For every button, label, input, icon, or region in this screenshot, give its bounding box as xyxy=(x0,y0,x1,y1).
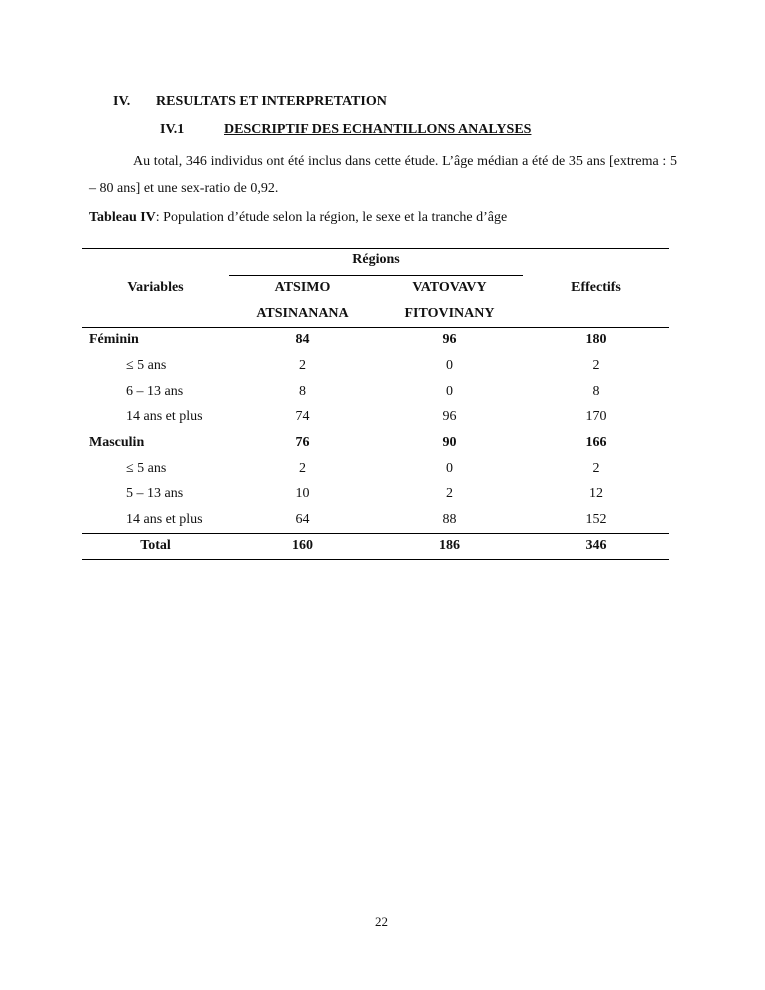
total-row xyxy=(82,534,669,560)
cell-atsimo: 84 xyxy=(295,332,310,348)
cell-effectifs: 180 xyxy=(585,332,607,348)
cell-atsimo: 2 xyxy=(299,358,306,374)
caption-label: Tableau IV xyxy=(89,210,156,225)
row-label: 5 – 13 ans xyxy=(126,486,184,502)
header-region1-line1: ATSIMO xyxy=(229,275,376,301)
header-regions: Régions xyxy=(352,251,400,267)
header-region2-line2: FITOVINANY xyxy=(404,305,495,321)
cell-vatovavy: 96 xyxy=(442,332,457,348)
cell-vatovavy: 90 xyxy=(442,435,457,451)
header-region2-line1: VATOVAVY xyxy=(376,275,523,301)
cell-effectifs: 8 xyxy=(592,383,600,399)
table-row xyxy=(82,353,669,379)
row-label: ≤ 5 ans xyxy=(126,460,167,476)
cell-effectifs: 2 xyxy=(592,358,600,374)
cell-effectifs: 12 xyxy=(589,486,603,502)
subsection-number: IV.1 xyxy=(160,122,185,137)
cell-vatovavy: 0 xyxy=(446,358,453,374)
cell-vatovavy: 96 xyxy=(442,409,457,425)
total-atsimo: 160 xyxy=(292,538,313,554)
page-number: 22 xyxy=(375,914,388,929)
table-row xyxy=(82,328,669,354)
cell-effectifs: 170 xyxy=(585,409,607,425)
cell-atsimo: 76 xyxy=(295,435,310,451)
table-row xyxy=(82,430,669,456)
row-label: 14 ans et plus xyxy=(126,409,203,425)
cell-vatovavy: 88 xyxy=(442,511,457,527)
cell-effectifs: 2 xyxy=(592,460,600,476)
cell-atsimo: 2 xyxy=(299,460,306,476)
row-label: Féminin xyxy=(89,332,139,348)
cell-atsimo: 10 xyxy=(295,486,310,502)
population-table xyxy=(82,248,669,560)
body-paragraph: Au total, 346 individus ont été inclus dans cette étude. L’âge médian a été de 35 ans [extrema : 5 – 80 ans] et une sex-ratio de 0,92. xyxy=(89,154,677,196)
cell-vatovavy: 0 xyxy=(446,460,453,476)
header-effectifs: Effectifs xyxy=(571,279,621,295)
subsection-heading xyxy=(160,122,531,138)
row-label: Masculin xyxy=(89,435,145,451)
total-label: Total xyxy=(140,538,171,554)
caption-text: : Population d’étude selon la région, le sexe et la tranche d’âge xyxy=(155,210,508,225)
section-title: RESULTATS ET INTERPRETATION xyxy=(156,94,387,109)
cell-atsimo: 64 xyxy=(295,511,310,527)
cell-atsimo: 74 xyxy=(295,409,310,425)
table-row xyxy=(82,379,669,405)
section-number: IV. xyxy=(113,94,131,109)
row-label: ≤ 5 ans xyxy=(126,358,167,374)
cell-effectifs: 152 xyxy=(585,511,607,527)
cell-vatovavy: 0 xyxy=(446,383,453,399)
cell-effectifs: 166 xyxy=(585,435,607,451)
subsection-title: DESCRIPTIF DES ECHANTILLONS ANALYSES xyxy=(224,122,532,137)
header-variables: Variables xyxy=(127,279,184,295)
row-label: 6 – 13 ans xyxy=(126,383,184,399)
header-region1-line2: ATSINANANA xyxy=(256,305,349,321)
cell-atsimo: 8 xyxy=(299,383,306,399)
table-row xyxy=(82,507,669,533)
total-effectifs: 346 xyxy=(585,538,607,554)
table-row xyxy=(82,405,669,431)
cell-vatovavy: 2 xyxy=(446,486,453,502)
row-label: 14 ans et plus xyxy=(126,511,203,527)
total-vatovavy: 186 xyxy=(439,538,460,554)
table-caption xyxy=(89,210,507,226)
table-row xyxy=(82,482,669,508)
table-row xyxy=(82,456,669,482)
section-heading xyxy=(113,94,387,110)
header-regions-cell xyxy=(229,249,523,275)
